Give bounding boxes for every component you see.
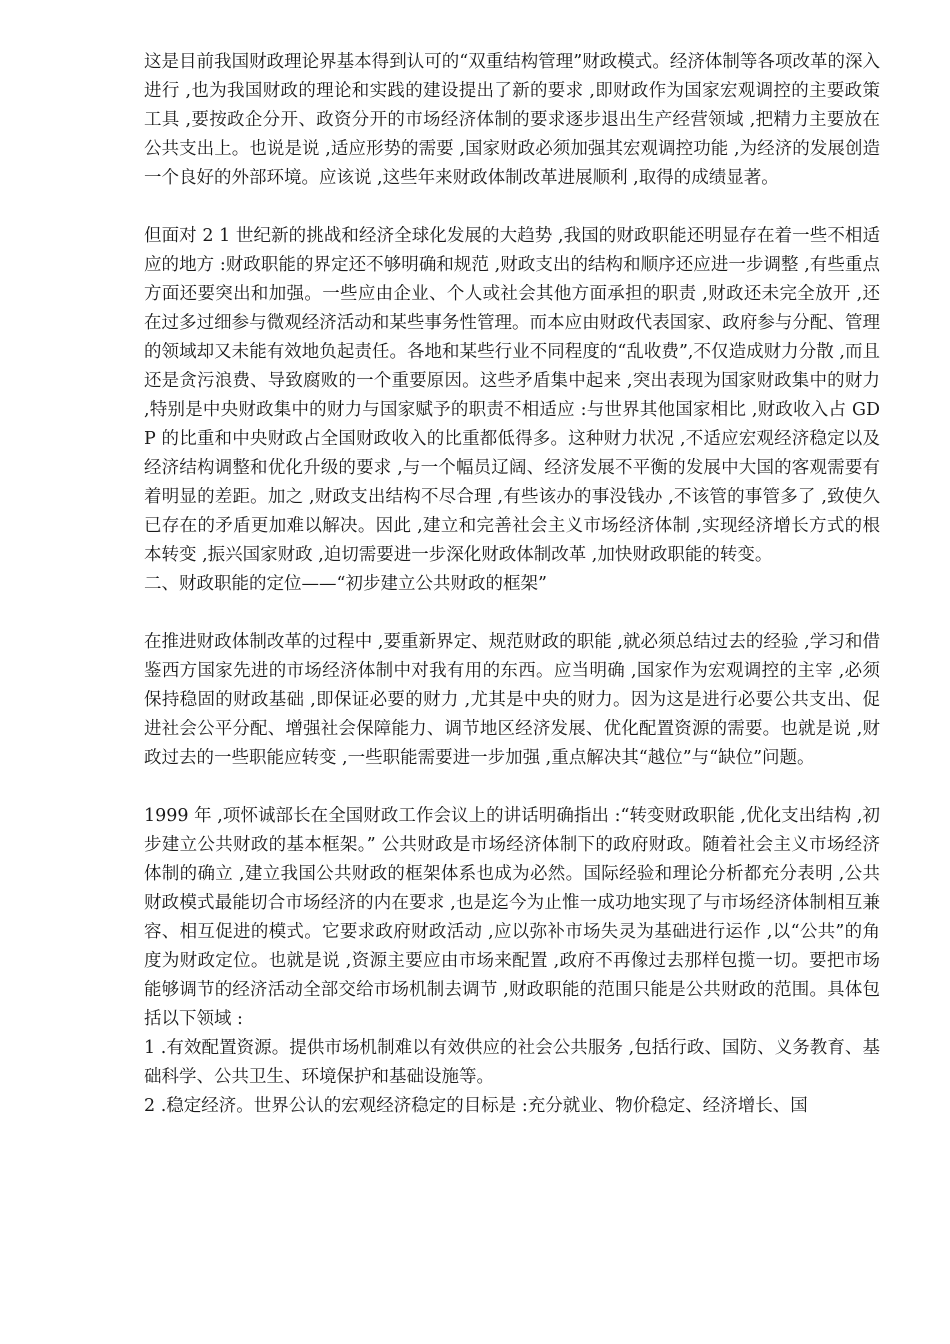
paragraph-public-finance: 1999 年 ,项怀诚部长在全国财政工作会议上的讲话明确指出 :“转变财政职能 ,优化支出结构 ,初步建立公共财政的基本框架。” 公共财政是市场经济体制下的政府财政。随着社会主义市场经济体制的确立 ,建立我国公共财政的框架体系也成为必然。国际经验和理论分析都充分表明 ,公共财政模式最能切合市场经济的内在要求 ,也是迄今为止惟一成功地实现了与市场经济体制相互兼容、相互促进的模式。它要求政府财政活动 ,应以弥补市场失灵为基础进行运作 ,以“公共”的角度为财政定位。也就是说 ,资源主要应由市场来配置 ,政府不再像过去那样包揽一切。要把市场能够调节的经济活动全部交给市场机制去调节 ,财政职能的范围只能是公共财政的范围。具体包括以下领域 : <box>144 806 880 1029</box>
paragraph-reform-process: 在推进财政体制改革的过程中 ,要重新界定、规范财政的职能 ,就必须总结过去的经验 ,学习和借鉴西方国家先进的市场经济体制中对我有用的东西。应当明确 ,国家作为宏观调控的主宰 ,必须保持稳固的财政基础 ,即保证必要的财力 ,尤其是中央的财力。因为这是进行必要公共支出、促进社会公平分配、增强社会保障能力、调节地区经济发展、优化配置资源的需要。也就是说 ,财政过去的一些职能应转变 ,一些职能需要进一步加强 ,重点解决其“越位”与“缺位”问题。 <box>144 632 880 768</box>
paragraph-spacer <box>144 773 880 802</box>
paragraph-challenges: 但面对 2 1 世纪新的挑战和经济全球化发展的大趋势 ,我国的财政职能还明显存在着一些不相适应的地方 :财政职能的界定还不够明确和规范 ,财政支出的结构和顺序还应进一步调整 ,有些重点方面还要突出和加强。一些应由企业、个人或社会其他方面承担的职责 ,财政还未完全放开 ,还在过多过细参与微观经济活动和某些事务性管理。而本应由财政代表国家、政府参与分配、管理的领域却又未能有效地负起责任。各地和某些行业不同程度的“乱收费”,不仅造成财力分散 ,而且还是贪污浪费、导致腐败的一个重要原因。这些矛盾集中起来 ,突出表现为国家财政集中的财力 ,特别是中央财政集中的财力与国家赋予的职责不相适应 :与世界其他国家相比 ,财政收入占 GDP 的比重和中央财政占全国财政收入的比重都低得多。这种财力状况 ,不适应宏观经济稳定以及经济结构调整和优化升级的要求 ,与一个幅员辽阔、经济发展不平衡的发展中大国的客观需要有着明显的差距。加之 ,财政支出结构不尽合理 ,有些该办的事没钱办 ,不该管的事管多了 ,致使久已存在的矛盾更加难以解决。因此 ,建立和完善社会主义市场经济体制 ,实现经济增长方式的根本转变 ,振兴国家财政 ,迫切需要进一步深化财政体制改革 ,加快财政职能的转变。 <box>144 226 880 565</box>
section-heading: 二、财政职能的定位——“初步建立公共财政的框架” <box>144 574 547 594</box>
list-item-resource-allocation: 1 .有效配置资源。提供市场机制难以有效供应的社会公共服务 ,包括行政、国防、义务教育、基础科学、公共卫生、环境保护和基础设施等。 <box>144 1038 880 1087</box>
paragraph-dual-structure: 这是目前我国财政理论界基本得到认可的“双重结构管理”财政模式。经济体制等各项改革的深入进行 ,也为我国财政的理论和实践的建设提出了新的要求 ,即财政作为国家宏观调控的主要政策工具 ,要按政企分开、政资分开的市场经济体制的要求逐步退出生产经营领域 ,把精力主要放在公共支出上。也说是说 ,适应形势的需要 ,国家财政必须加强其宏观调控功能 ,为经济的发展创造一个良好的外部环境。应该说 ,这些年来财政体制改革进展顺利 ,取得的成绩显著。 <box>144 52 880 188</box>
list-item-stabilize-economy: 2 .稳定经济。世界公认的宏观经济稳定的目标是 :充分就业、物价稳定、经济增长、国 <box>144 1096 808 1116</box>
document-page <box>144 48 880 1121</box>
paragraph-spacer <box>144 599 880 628</box>
paragraph-spacer <box>144 193 880 222</box>
